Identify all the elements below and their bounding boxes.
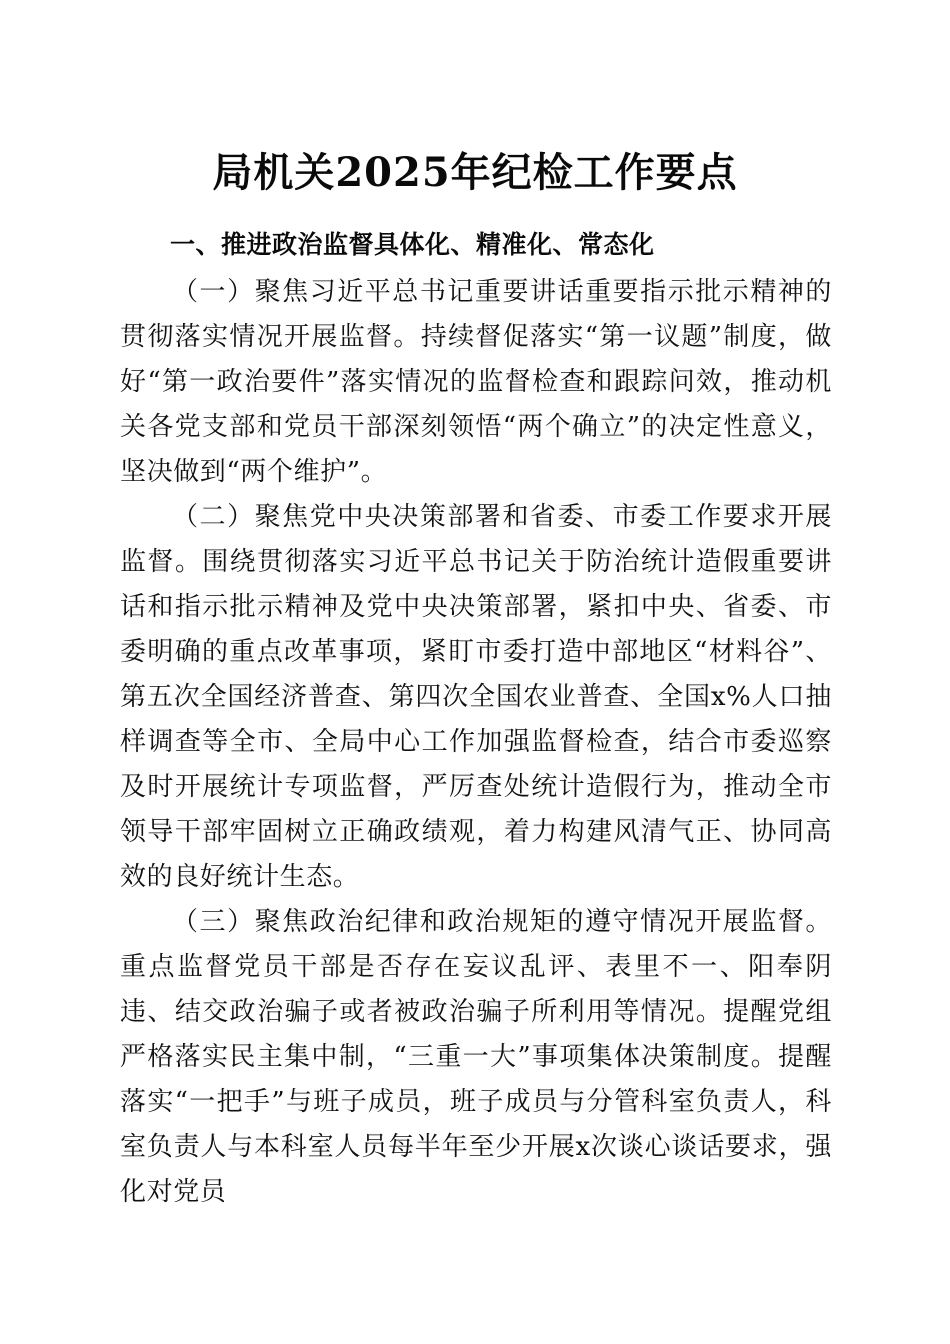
paragraph-item-2: （二）聚焦党中央决策部署和省委、市委工作要求开展监督。围绕贯彻落实习近平总书记关于防治统计造假重要讲话和指示批示精神及党中央决策部署，紧扣中央、省委、市委明确的重点改革事项，紧盯市委打造中部地区“材料谷”、第五次全国经济普查、第四次全国农业普查、全国x%人口抽样调查等全市、全局中心工作加强监督检查，结合市委巡察及时开展统计专项监督，严厉查处统计造假行为，推动全市领导干部牢固树立正确政绩观，着力构建风清气正、协同高效的良好统计生态。 [120,502,832,892]
page-title: 局机关2025年纪检工作要点 [212,148,738,196]
document-body [120,222,832,1215]
paragraph-item-3: （三）聚焦政治纪律和政治规矩的遵守情况开展监督。重点监督党员干部是否存在妄议乱评、表里不一、阳奉阴违、结交政治骗子或者被政治骗子所利用等情况。提醒党组严格落实民主集中制，“三重一大”事项集体决策制度。提醒落实“一把手”与班子成员，班子成员与分管科室负责人，科室负责人与本科室人员每半年至少开展x次谈心谈话要求，强化对党员 [120,907,832,1207]
section-heading-one: 一、推进政治监督具体化、精准化、常态化 [170,230,655,259]
paragraph-item-1: （一）聚焦习近平总书记重要讲话重要指示批示精神的贯彻落实情况开展监督。持续督促落实“第一议题”制度，做好“第一政治要件”落实情况的监督检查和跟踪问效，推动机关各党支部和党员干部深刻领悟“两个确立”的决定性意义，坚决做到“两个维护”。 [120,277,832,487]
